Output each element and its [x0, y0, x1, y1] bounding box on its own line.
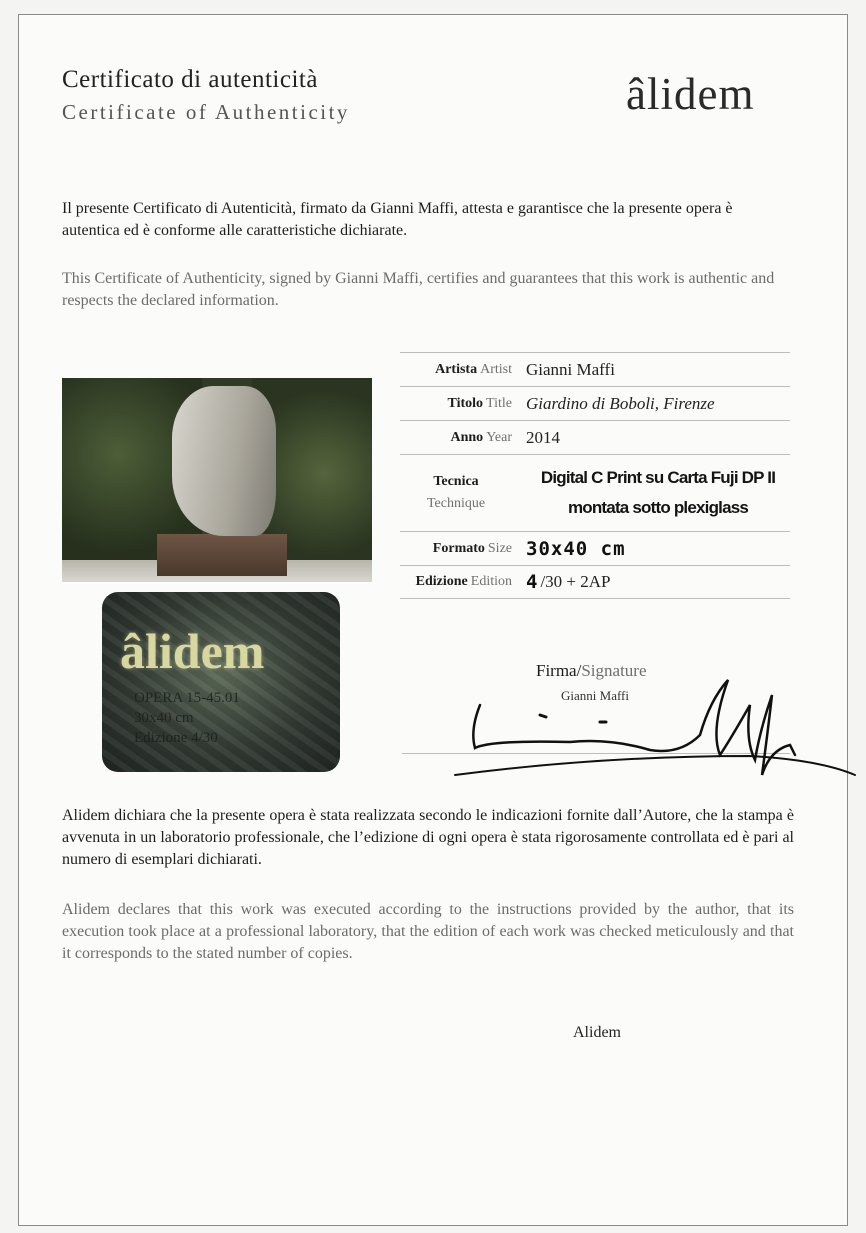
technique-value: [526, 455, 790, 531]
technique-label-en: Technique: [426, 496, 486, 511]
title-label-it: Titolo: [447, 395, 484, 411]
size-label-it: Formato: [432, 540, 485, 556]
technique-label: [400, 455, 526, 531]
size-label-en: Size: [487, 540, 512, 556]
intro-italian: Il presente Certificato di Autenticità, firmato da Gianni Maffi, attesta e garantisce che la presente opera è autentica ed è conforme alle caratteristiche dichiarate.: [62, 200, 733, 239]
artwork-photo: [62, 378, 372, 582]
row-title: [400, 386, 790, 420]
edition-value: [526, 566, 790, 598]
sculpture-plinth: [157, 534, 287, 576]
title-value: [526, 387, 790, 420]
sculpture-head: [172, 386, 276, 536]
declaration-english: Alidem declares that this work was executed according to the instructions provided by the author, that its execution took place at a professional laboratory, that the edition of each work was checked meticulously and that it corresponds to the stated number of copies.: [62, 901, 794, 962]
row-size: [400, 531, 790, 565]
handwritten-signature: [450, 660, 860, 785]
seal-line-1: OPERA 15-45.01: [134, 690, 240, 706]
title-value-text: Giardino di Boboli, Firenze: [526, 393, 715, 413]
signature-name: Gianni Maffi: [561, 688, 629, 703]
year-label: [400, 421, 526, 454]
hologram-seal: [102, 592, 340, 772]
row-edition: [400, 565, 790, 599]
seal-line-2: 30x40 cm: [134, 710, 194, 726]
details-table: [400, 352, 790, 599]
edition-label-it: Edizione: [415, 574, 468, 589]
row-year: [400, 420, 790, 454]
size-label: [400, 532, 526, 565]
sign-off: Alidem: [573, 1024, 621, 1041]
signature-label-en: Signature: [581, 661, 647, 680]
year-label-en: Year: [486, 429, 512, 445]
size-value: [526, 532, 790, 565]
size-handwritten: 30x40 cm: [526, 537, 626, 560]
title-english: Certificate of Authenticity: [62, 100, 350, 124]
title-label: [400, 387, 526, 420]
technique-line-1: Digital C Print su Carta Fuji DP II: [540, 468, 776, 487]
artist-label-it: Artista: [435, 361, 478, 377]
alidem-logo: âlidem: [626, 69, 755, 119]
year-value: 2014: [526, 427, 560, 447]
seal-text: [134, 688, 240, 748]
edition-label-en: Edition: [470, 574, 512, 589]
artist-label: [400, 353, 526, 386]
row-artist: [400, 352, 790, 386]
title-italian: Certificato di autenticità: [62, 66, 318, 93]
artist-value: Gianni Maffi: [526, 359, 615, 379]
declaration-italian: Alidem dichiara che la presente opera è stata realizzata secondo le indicazioni fornite dall’Autore, che la stampa è avvenuta in un laboratorio professionale, che l’edizione di ogni opera è stata rigorosamente controllata ed è pari al numero di esemplari dichiarati.: [62, 807, 794, 868]
edition-label: [400, 566, 526, 598]
edition-number-handwritten: 4: [526, 571, 539, 593]
technique-label-it: Tecnica: [433, 474, 479, 489]
row-technique: [400, 454, 790, 531]
year-label-it: Anno: [450, 429, 484, 445]
signature-label-it: Firma/: [536, 661, 582, 680]
seal-logo: âlidem: [120, 623, 265, 679]
seal-line-3: Edizione 4/30: [134, 730, 218, 746]
title-label-en: Title: [486, 395, 512, 411]
artist-label-en: Artist: [480, 361, 512, 377]
technique-line-2: montata sotto plexiglass: [567, 498, 749, 517]
edition-total: /30 + 2AP: [540, 572, 611, 591]
intro-english: This Certificate of Authenticity, signed by Gianni Maffi, certifies and guarantees that this work is authentic and respects the declared information.: [62, 270, 775, 309]
